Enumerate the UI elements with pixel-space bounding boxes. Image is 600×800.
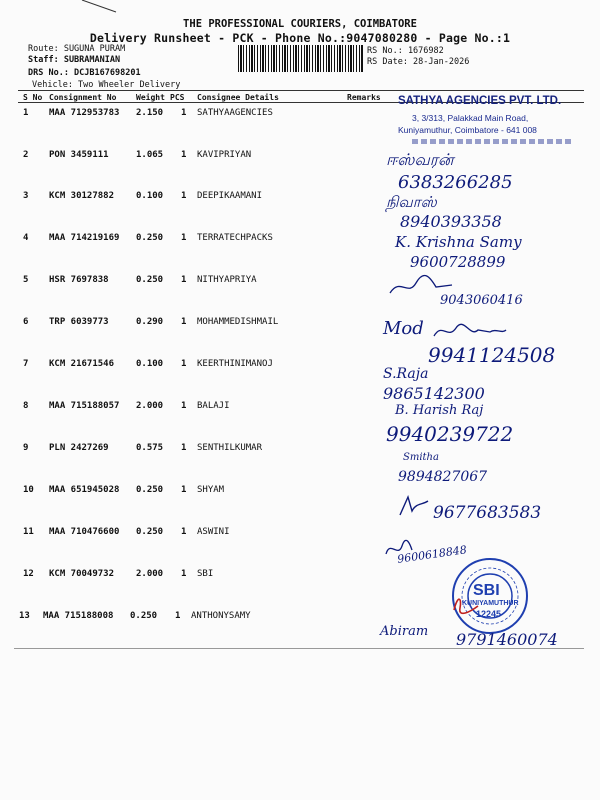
row-sno: 6: [23, 317, 29, 327]
row-consignee: KAVIPRIYAN: [197, 150, 252, 160]
row-pcs: 1: [181, 401, 187, 411]
handwritten-phone: 9600728899: [410, 253, 506, 271]
row-consignment: TRP 6039773: [49, 317, 109, 327]
row-consignment: MAA 710476600: [49, 527, 120, 537]
row-sno: 1: [23, 108, 29, 118]
handwritten-phone: 8940393358: [400, 212, 502, 231]
handwritten-name: ஈஸ்வரன்: [386, 150, 454, 169]
row-weight: 0.290: [136, 317, 164, 327]
row-consignee: SATHYAAGENCIES: [197, 108, 273, 118]
runsheet-title: Delivery Runsheet - PCK - Phone No.:9047080280 - Page No.:1: [89, 31, 511, 45]
row-pcs: 1: [181, 527, 187, 537]
handwritten-name: நிவாஸ்: [386, 193, 437, 211]
row-consignee: NITHYAPRIYA: [197, 275, 257, 285]
row-pcs: 1: [181, 569, 187, 579]
row-sno: 7: [23, 359, 29, 369]
row-sno: 11: [23, 527, 34, 537]
signature-row6: [430, 320, 510, 342]
handwritten-name: Mod: [383, 318, 424, 339]
row-pcs: 1: [181, 359, 187, 369]
row-consignment: MAA 651945028: [49, 485, 120, 495]
row-weight: 0.250: [136, 527, 164, 537]
row-sno: 5: [23, 275, 29, 285]
row-sno: 8: [23, 401, 29, 411]
row-consignment: PON 3459111: [49, 150, 109, 160]
row-pcs: 1: [181, 317, 187, 327]
handwritten-phone: 9043060416: [440, 293, 523, 308]
red-signature: [448, 590, 482, 616]
row-sno: 12: [23, 569, 34, 579]
row-sno: 9: [23, 443, 29, 453]
row-consignee: KEERTHINIMANOJ: [197, 359, 273, 369]
row-consignment: HSR 7697838: [49, 275, 109, 285]
row-consignee: ASWINI: [197, 527, 230, 537]
row-consignee: BALAJI: [197, 401, 230, 411]
row-sno: 13: [19, 611, 30, 621]
handwritten-name: S.Raja: [383, 366, 429, 382]
row-weight: 0.575: [136, 443, 164, 453]
page-fold-mark: [80, 0, 120, 14]
handwritten-phone: 9865142300: [383, 384, 485, 403]
table-row: [0, 401, 600, 421]
row-weight: 0.250: [130, 611, 158, 621]
row-consignment: MAA 715188057: [49, 401, 120, 411]
handwritten-phone: 9941124508: [428, 343, 556, 367]
drs-number: DRS No.: DCJB167698201: [28, 68, 141, 78]
handwritten-phone: 9791460074: [456, 630, 558, 649]
table-row: [0, 317, 600, 337]
row-consignee: SENTHILKUMAR: [197, 443, 263, 453]
handwritten-phone: 9677683583: [433, 503, 542, 523]
row-weight: 2.150: [136, 108, 164, 118]
table-top-rule: [18, 90, 584, 91]
barcode: [238, 45, 363, 72]
row-consignee: MOHAMMEDISHMAIL: [197, 317, 279, 327]
row-consignee: DEEPIKAAMANI: [197, 191, 263, 201]
row-consignee: TERRATECHPACKS: [197, 233, 273, 243]
company-stamp-name: SATHYA AGENCIES PVT. LTD.: [398, 95, 562, 107]
row-consignment: MAA 714219169: [49, 233, 120, 243]
bank-stamp-code: 12245: [476, 609, 502, 619]
row-consignment: KCM 21671546: [49, 359, 115, 369]
col-consignment: Consignment No: [49, 93, 117, 102]
col-sno: S No: [23, 93, 43, 102]
row-pcs: 1: [181, 233, 187, 243]
company-stamp-line2: Kuniyamuthur, Coimbatore - 641 008: [398, 125, 537, 135]
row-sno: 10: [23, 485, 34, 495]
row-weight: 1.065: [136, 150, 164, 160]
table-row: [0, 527, 600, 547]
handwritten-phone: 6383266285: [398, 172, 513, 193]
rs-number: RS No.: 1676982: [367, 46, 444, 56]
row-pcs: 1: [181, 443, 187, 453]
handwritten-phone: 9894827067: [398, 469, 488, 485]
row-sno: 4: [23, 233, 29, 243]
col-pcs: PCS: [170, 93, 185, 102]
row-weight: 0.250: [136, 275, 164, 285]
handwritten-phone: 9940239722: [386, 422, 514, 446]
handwritten-name: B. Harish Raj: [395, 403, 484, 418]
row-consignee: ANTHONYSAMY: [191, 611, 251, 621]
bank-stamp-name: SBI: [473, 582, 500, 599]
company-name: THE PROFESSIONAL COURIERS, COIMBATORE: [183, 18, 417, 30]
table-row: [0, 275, 600, 295]
row-weight: 0.100: [136, 191, 164, 201]
row-pcs: 1: [181, 485, 187, 495]
rs-date: RS Date: 28-Jan-2026: [367, 57, 470, 67]
handwritten-name: Smitha: [403, 452, 439, 463]
handwritten-phone: 9600618848: [396, 543, 468, 566]
row-consignee: SHYAM: [197, 485, 225, 495]
row-consignment: MAA 715188008: [43, 611, 114, 621]
handwritten-name: Abiram: [380, 624, 429, 639]
row-pcs: 1: [181, 275, 187, 285]
bank-stamp-branch: KUNIYAMUTHUR: [462, 600, 519, 607]
row-pcs: 1: [181, 150, 187, 160]
row-consignee: SBI: [197, 569, 214, 579]
row-weight: 2.000: [136, 569, 164, 579]
col-consignee: Consignee Details: [197, 93, 279, 102]
table-row: [0, 443, 600, 463]
route-label: Route: SUGUNA PURAM: [28, 44, 126, 54]
col-weight: Weight: [136, 93, 165, 102]
row-pcs: 1: [175, 611, 181, 621]
row-weight: 0.100: [136, 359, 164, 369]
company-stamp-line1: 3, 3/313, Palakkad Main Road,: [412, 113, 529, 123]
vehicle-label: Vehicle: Two Wheeler Delivery: [32, 80, 181, 90]
row-consignment: KCM 30127882: [49, 191, 115, 201]
row-consignment: KCM 70049732: [49, 569, 115, 579]
handwritten-name: K. Krishna Samy: [395, 233, 522, 251]
table-row: [0, 485, 600, 505]
row-weight: 0.250: [136, 485, 164, 495]
table-row: [0, 150, 600, 170]
row-weight: 2.000: [136, 401, 164, 411]
col-remarks: Remarks: [347, 93, 381, 102]
row-sno: 2: [23, 150, 29, 160]
table-row: [0, 191, 600, 211]
company-stamp-faded-line: [412, 139, 572, 144]
row-pcs: 1: [181, 191, 187, 201]
row-consignment: PLN 2427269: [49, 443, 109, 453]
staff-label: Staff: SUBRAMANIAN: [28, 55, 121, 65]
signature-row10: [396, 493, 432, 519]
row-pcs: 1: [181, 108, 187, 118]
row-sno: 3: [23, 191, 29, 201]
row-consignment: MAA 712953783: [49, 108, 120, 118]
row-weight: 0.250: [136, 233, 164, 243]
